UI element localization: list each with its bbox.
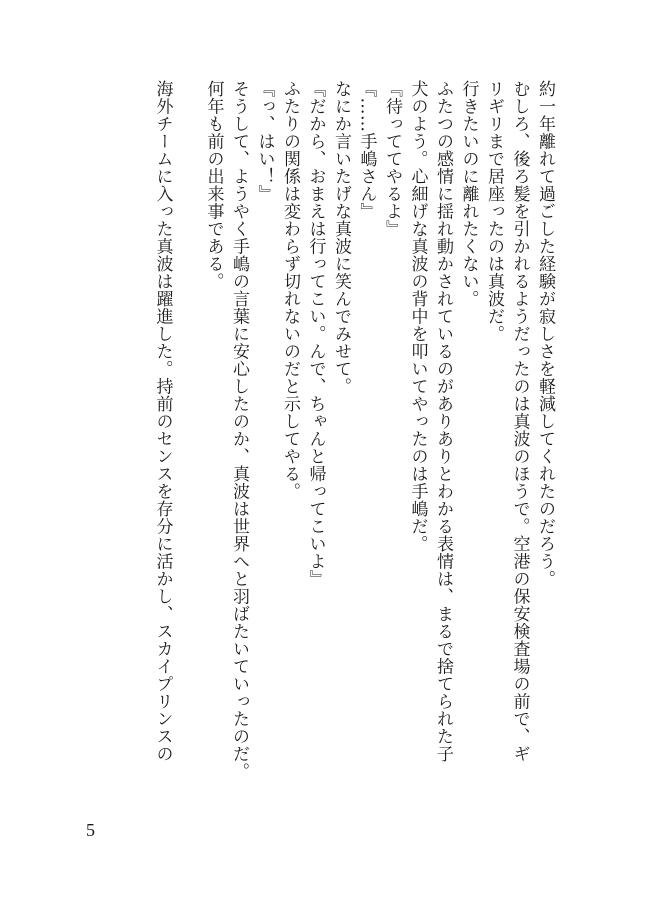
text-line: 『待っててやるよ』 (382, 80, 402, 238)
text-line: むしろ、後ろ髪を引かれるようだったのは真波のほうで。空港の保安検査場の前で、ギ (509, 80, 530, 763)
text-line: 『……手嶋さん』 (356, 80, 377, 220)
text-line: ふたりの関係は変わらず切れないのだと示してやる。 (280, 80, 300, 500)
text-line: そうして、ようやく手嶋の言葉に安心したのか、真波は世界へと羽ばたいていったのだ。 (229, 80, 249, 780)
text-line: 『だから、おまえは行ってこい。んで、ちゃんと帰ってこいよ』 (305, 80, 326, 588)
page-number: 5 (86, 820, 95, 840)
text-line: リギリまで居座ったのは真波だ。 (484, 80, 504, 343)
text-line: ふたつの感情に揺れ動かされているのがありありとわかる表情は、まるで捨てられた子 (433, 80, 453, 763)
text-line: 何年も前の出来事である。 (203, 80, 224, 290)
text-line: 『っ、はい！』 (254, 80, 275, 203)
text-line: 犬のよう。心細げな真波の背中を叩いてやったのは手嶋だ。 (407, 80, 428, 553)
text-line: 約一年離れて過ごした経験が寂しさを軽減してくれたのだろう。 (535, 80, 555, 588)
text-line: なにか言いたげな真波に笑んでみせて。 (331, 80, 351, 395)
vertical-text-body (149, 80, 557, 820)
text-line: 行きたいのに離れたくない。 (458, 80, 479, 308)
blank-line (175, 80, 201, 820)
text-line: 海外チームに入った真波は躍進した。持前のセンスを存分に活かし、スカイプリンスの (152, 80, 173, 763)
